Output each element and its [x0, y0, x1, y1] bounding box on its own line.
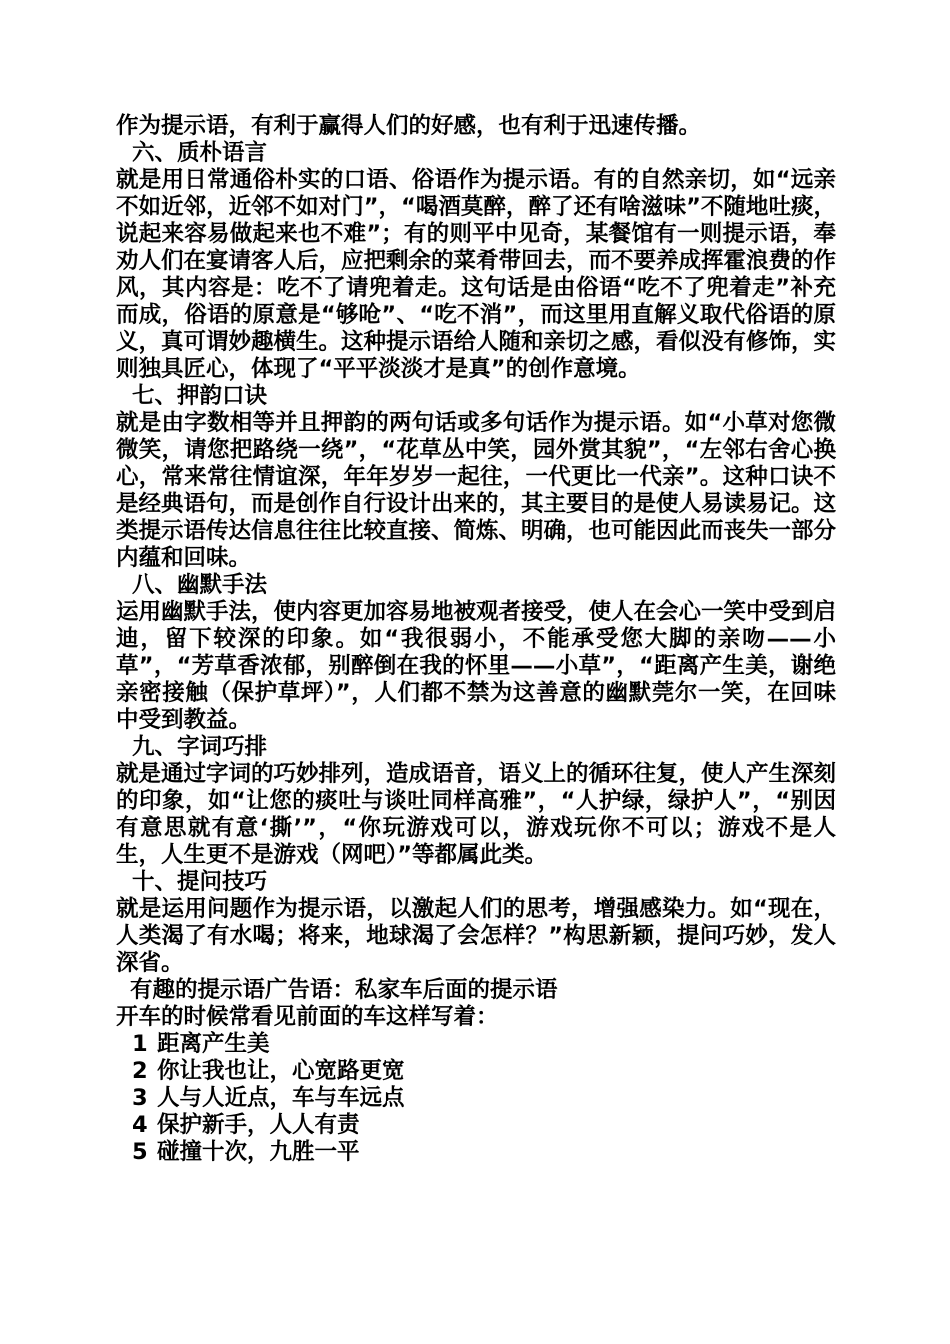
intro-paragraph-tail: 作为提示语，有利于赢得人们的好感，也有利于迅速传播。: [116, 113, 702, 139]
list-item-text: 碰撞十次，九胜一平: [157, 1139, 360, 1165]
document-page: [116, 113, 836, 1166]
ad-slogan-list: [116, 1031, 836, 1166]
list-item-text: 保护新手，人人有责: [157, 1112, 360, 1138]
list-item: [116, 1139, 836, 1166]
section-body-6: 就是用日常通俗朴实的口语、俗语作为提示语。有的自然亲切，如“远亲不如近邻，近邻不如对门”，“喝酒莫醉，醉了还有啥滋味”不随地吐痰，说起来容易做起来也不难”；有的则平中见奇，某餐馆有一则提示语，奉劝人们在宴请客人后，应把剩余的菜肴带回去，而不要养成挥霍浪费的作风，其内容是：吃不了请兜着走。这句话是由俗语“吃不了兜着走”补充而成，俗语的原意是“够呛”、“吃不消”，而这里用直解义取代俗语的原义，真可谓妙趣横生。这种提示语给人随和亲切之感，看似没有修饰，实则独具匠心，体现了“平平淡淡才是真”的创作意境。: [116, 167, 837, 382]
section-body-9: 就是通过字词的巧妙排列，造成语音，语义上的循环往复，使人产生深刻的印象，如“让您的痰吐与谈吐同样高雅”，“人护绿，绿护人”，“别因有意思就有意‘撕’”，“你玩游戏可以，游戏玩你不可以；游戏不是人生，人生更不是游戏（网吧）”等都属此类。: [116, 761, 837, 868]
ad-section-title: 有趣的提示语广告语：私家车后面的提示语: [130, 977, 558, 1003]
list-item-number: 5: [132, 1139, 148, 1165]
list-item: [116, 1031, 836, 1058]
list-item: [116, 1085, 836, 1112]
list-item-number: 3: [132, 1085, 148, 1111]
section-body-7: 就是由字数相等并且押韵的两句话或多句话作为提示语。如“小草对您微微笑，请您把路绕一绕”，“花草丛中笑，园外赏其貌”，“左邻右舍心换心，常来常往情谊深，年年岁岁一起往，一代更比一代亲”。这种口诀不是经典语句，而是创作自行设计出来的，其主要目的是使人易读易记。这类提示语传达信息往往比较直接、简炼、明确，也可能因此而丧失一部分内蕴和回味。: [116, 410, 837, 571]
list-item-number: 4: [132, 1112, 148, 1138]
list-item: [116, 1112, 836, 1139]
section-heading-10: 十、提问技巧: [132, 869, 268, 895]
section-heading-9: 九、字词巧排: [132, 734, 268, 760]
section-heading-7: 七、押韵口诀: [132, 383, 268, 409]
list-item: [116, 1058, 836, 1085]
list-item-text: 你让我也让，心宽路更宽: [157, 1058, 405, 1084]
list-item-number: 2: [132, 1058, 148, 1084]
section-heading-8: 八、幽默手法: [132, 572, 268, 598]
list-item-number: 1: [132, 1031, 148, 1057]
list-item-text: 距离产生美: [157, 1031, 270, 1057]
section-body-8: 运用幽默手法，使内容更加容易地被观者接受，使人在会心一笑中受到启迪，留下较深的印象。如“我很弱小，不能承受您大脚的亲吻——小草”，“芳草香浓郁，别醉倒在我的怀里——小草”，“距离产生美，谢绝亲密接触（保护草坪）”，人们都不禁为这善意的幽默莞尔一笑，在回味中受到教益。: [116, 599, 837, 733]
ad-section-intro: 开车的时候常看见前面的车这样写着：: [116, 1004, 499, 1030]
list-item-text: 人与人近点，车与车远点: [157, 1085, 405, 1111]
section-body-10: 就是运用问题作为提示语，以激起人们的思考，增强感染力。如“现在，人类渴了有水喝；将来，地球渴了会怎样？”构思新颖，提问巧妙，发人深省。: [116, 896, 836, 976]
section-heading-6: 六、质朴语言: [132, 140, 268, 166]
